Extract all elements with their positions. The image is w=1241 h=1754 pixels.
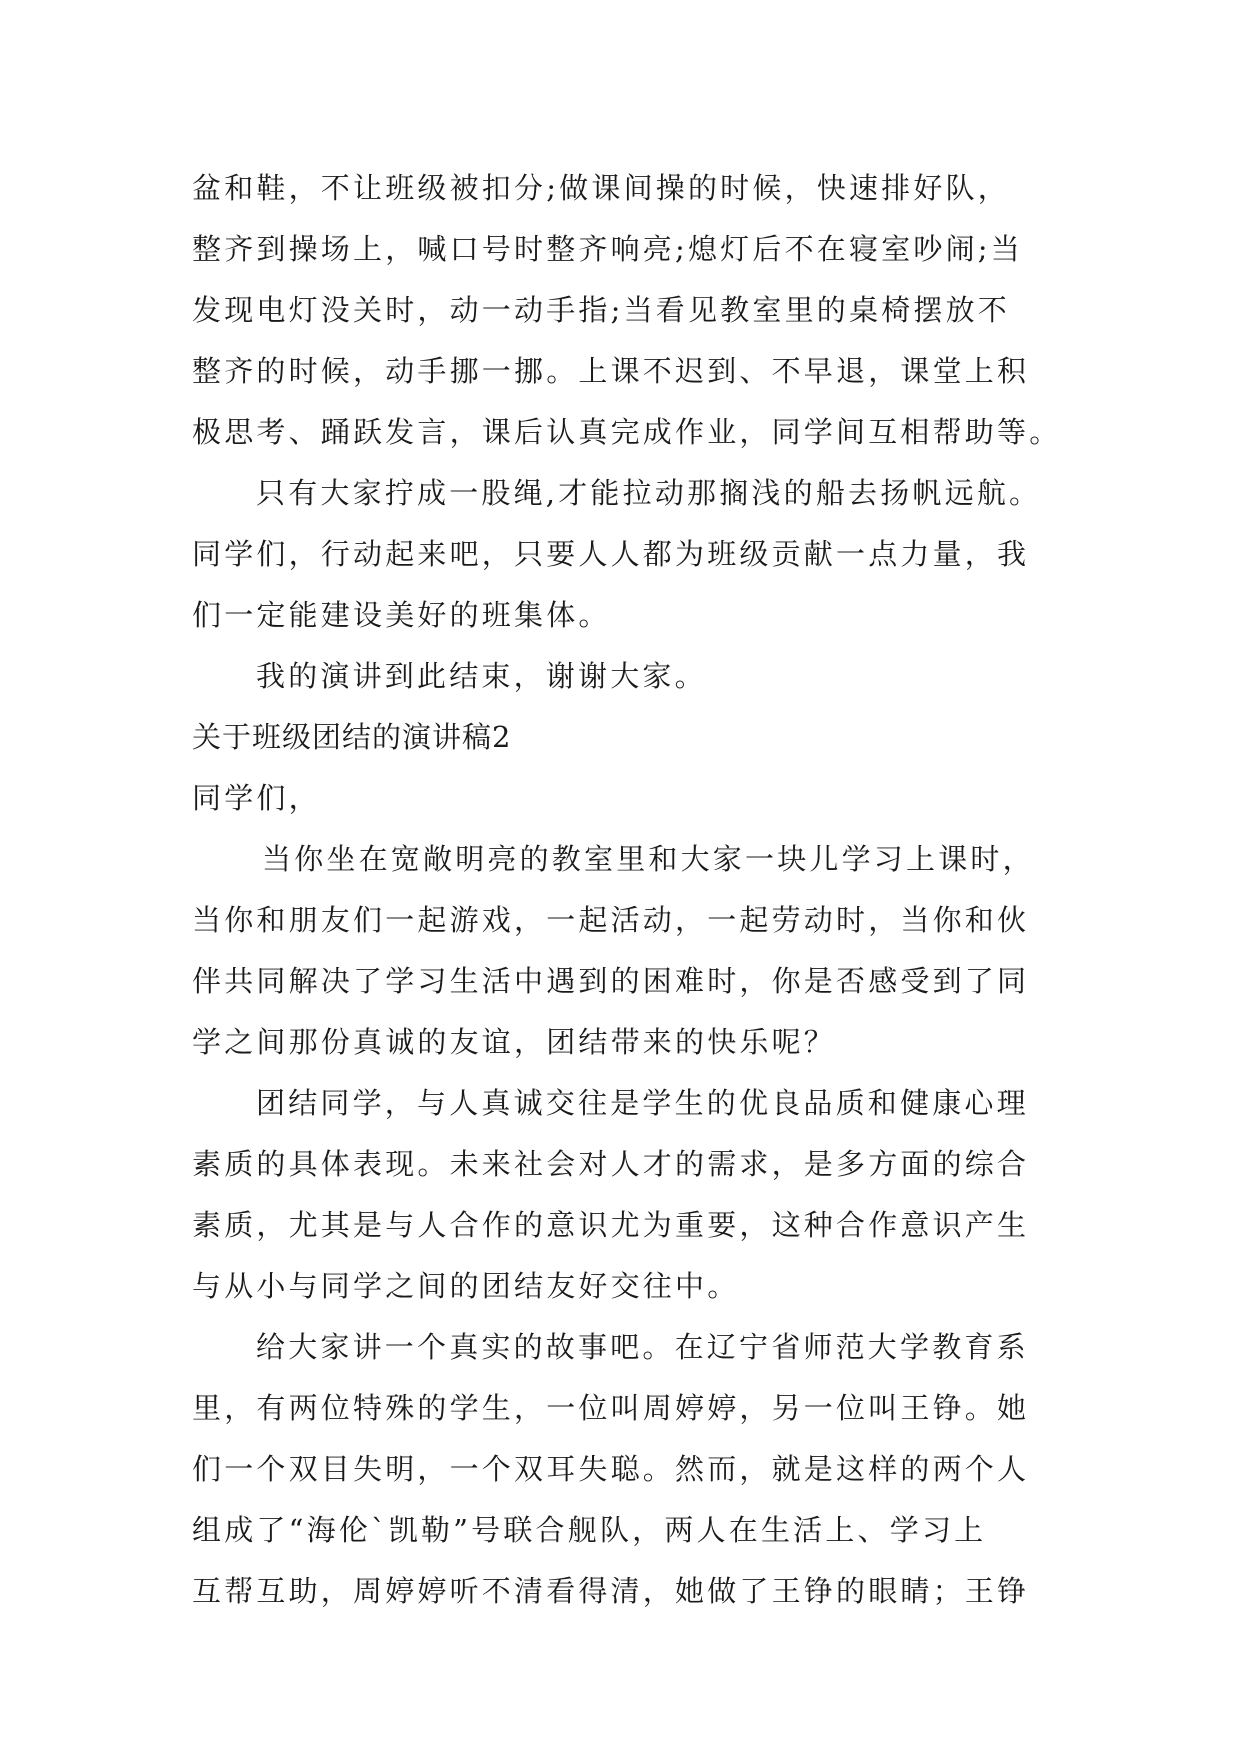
paragraph-line: 们一定能建设美好的班集体。 bbox=[192, 598, 611, 632]
paragraph-line: 只有大家拧成一股绳,才能拉动那搁浅的船去扬帆远航。 bbox=[256, 476, 1042, 510]
paragraph-line: 整齐到操场上，喊口号时整齐响亮;熄灯后不在寝室吵闹;当 bbox=[192, 232, 1023, 266]
paragraph-line: 盆和鞋，不让班级被扣分;做课间操的时候，快速排好队， bbox=[192, 171, 1010, 205]
paragraph-line: 发现电灯没关时，动一动手指;当看见教室里的桌椅摆放不 bbox=[192, 293, 1010, 327]
paragraph-line: 互帮互助，周婷婷听不清看得清，她做了王铮的眼睛；王铮 bbox=[192, 1574, 1030, 1608]
paragraph-line: 们一个双目失明，一个双耳失聪。然而，就是这样的两个人 bbox=[192, 1452, 1030, 1486]
paragraph-line: 伴共同解决了学习生活中遇到的困难时，你是否感受到了同 bbox=[192, 964, 1030, 998]
paragraph-line: 组成了“海伦`凯勒”号联合舰队，两人在生活上、学习上 bbox=[192, 1513, 987, 1547]
salutation: 同学们， bbox=[192, 781, 321, 815]
paragraph bbox=[192, 1073, 1092, 1317]
paragraph bbox=[192, 158, 1092, 463]
paragraph bbox=[192, 463, 1092, 646]
paragraph-line: 我的演讲到此结束，谢谢大家。 bbox=[256, 659, 707, 693]
paragraph-line: 素质的具体表现。未来社会对人才的需求，是多方面的综合 bbox=[192, 1147, 1030, 1181]
paragraph-line: 当你坐在宽敞明亮的教室里和大家一块儿学习上课时， bbox=[262, 842, 1035, 876]
paragraph-line: 整齐的时候，动手挪一挪。上课不迟到、不早退，课堂上积 bbox=[192, 354, 1030, 388]
section-heading: 关于班级团结的演讲稿2 bbox=[192, 720, 512, 754]
paragraph-line: 与从小与同学之间的团结友好交往中。 bbox=[192, 1269, 740, 1303]
paragraph bbox=[192, 646, 1092, 707]
paragraph-line: 素质，尤其是与人合作的意识尤为重要，这种合作意识产生 bbox=[192, 1208, 1030, 1242]
paragraph bbox=[192, 829, 1092, 1073]
paragraph-line: 当你和朋友们一起游戏，一起活动，一起劳动时，当你和伙 bbox=[192, 903, 1030, 937]
paragraph-line: 里，有两位特殊的学生，一位叫周婷婷，另一位叫王铮。她 bbox=[192, 1391, 1030, 1425]
paragraph bbox=[192, 1317, 1092, 1622]
paragraph-line: 团结同学，与人真诚交往是学生的优良品质和健康心理 bbox=[256, 1086, 1029, 1120]
document-body bbox=[192, 158, 1092, 1622]
paragraph-line: 同学们，行动起来吧，只要人人都为班级贡献一点力量，我 bbox=[192, 537, 1030, 571]
paragraph-line: 学之间那份真诚的友谊，团结带来的快乐呢？ bbox=[192, 1025, 837, 1059]
paragraph-line: 极思考、踊跃发言，课后认真完成作业，同学间互相帮助等。 bbox=[192, 415, 1062, 449]
paragraph-line: 给大家讲一个真实的故事吧。在辽宁省师范大学教育系 bbox=[256, 1330, 1029, 1364]
